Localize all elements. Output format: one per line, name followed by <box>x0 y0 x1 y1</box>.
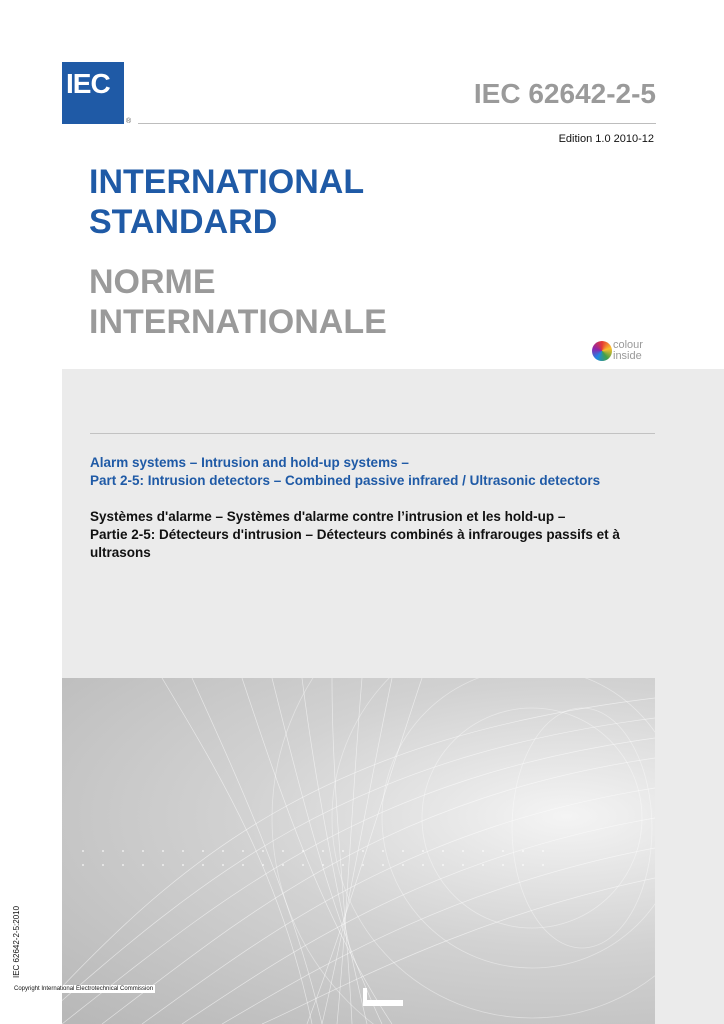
colour-wheel-icon <box>592 341 612 361</box>
document-number: IEC 62642-2-5 <box>473 78 656 109</box>
english-desc-line2: Part 2-5: Intrusion detectors – Combined passive infrared / Ultrasonic detectors <box>90 473 601 488</box>
french-desc-line2: Partie 2-5: Détecteurs d'intrusion – Détecteurs combinés à infrarouges passifs et à ultrasons <box>90 527 620 560</box>
logo-text: IEC <box>66 68 110 99</box>
cover-graphic <box>62 678 655 1024</box>
title-english <box>89 162 364 242</box>
header-divider <box>138 123 656 124</box>
title-english-line2: STANDARD <box>89 203 278 241</box>
cover-graphic-svg <box>62 678 655 1024</box>
english-desc-line1: Alarm systems – Intrusion and hold-up systems – <box>90 455 409 470</box>
title-french-line2: INTERNATIONALE <box>89 303 387 341</box>
french-desc-line1: Systèmes d'alarme – Systèmes d'alarme contre l’intrusion et les hold-up – <box>90 509 566 524</box>
side-document-id: IEC 62642-2-5:2010 <box>12 905 21 978</box>
french-description <box>90 508 660 562</box>
colour-inside-badge <box>584 340 654 366</box>
edition-label: Edition 1.0 2010-12 <box>558 133 654 145</box>
iec-logo <box>62 62 124 124</box>
panel-divider <box>90 433 655 434</box>
copyright-notice: Copyright International Electrotechnical Commission <box>14 986 154 992</box>
badge-line1: colour <box>613 339 643 351</box>
title-french-line1: NORME <box>89 263 216 301</box>
graphic-accent-tick <box>363 988 367 1006</box>
registered-mark: ® <box>126 118 132 125</box>
english-description <box>90 454 660 490</box>
title-french <box>89 262 387 342</box>
title-english-line1: INTERNATIONAL <box>89 163 365 201</box>
badge-line2: inside <box>613 350 642 362</box>
graphic-accent-bar <box>363 1000 403 1006</box>
